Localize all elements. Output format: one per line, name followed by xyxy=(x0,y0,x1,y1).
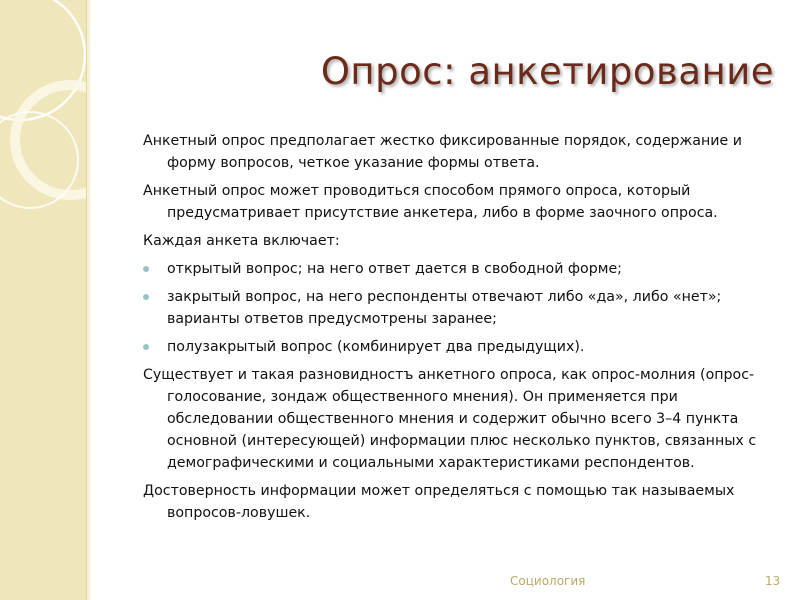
paragraph: Существует и такая разновидностъ анкетного опроса, как опрос-молния (опрос-голосование, зондаж общественного мнения). Он применяется при обследовании общественного мнения и содержит обычно всего 3–4 пункта основной (интересующей) информации плюс несколько пунктов, связанных с демографическими и социальными характеристиками респондентов. xyxy=(143,367,757,471)
bullet-text: полузакрытый вопрос (комбинирует два предыдущих). xyxy=(167,339,585,355)
side-divider xyxy=(86,0,90,600)
slide-content xyxy=(143,130,768,530)
decorative-side-strip xyxy=(0,0,86,600)
paragraph: Анкетный опрос может проводиться способом прямого опроса, который предусматривает присутствие анкетера, либо в форме заочного опроса. xyxy=(143,183,718,221)
bullet-text: открытый вопрос; на него ответ дается в свободной форме; xyxy=(167,261,622,277)
paragraph: Анкетный опрос предполагает жестко фиксированные порядок, содержание и форму вопросов, четкое указание формы ответа. xyxy=(143,133,742,171)
slide-number: 13 xyxy=(765,574,781,588)
paragraph: Достоверность информации может определяться с помощью так называемых вопросов-ловушек. xyxy=(143,483,735,521)
slide-title: Опрос: анкетирование xyxy=(320,50,774,93)
bullet-item xyxy=(143,258,768,280)
footer-subject: Социология xyxy=(510,574,586,588)
paragraph: Каждая анкета включает: xyxy=(143,233,340,249)
bullet-dot-icon xyxy=(143,266,149,272)
bullet-item xyxy=(143,336,768,358)
bullet-text: закрытый вопрос, на него респонденты отвечают либо «да», либо «нет»; варианты ответов предусмотрены заранее; xyxy=(167,289,722,327)
decorative-circles xyxy=(0,0,86,600)
bullet-dot-icon xyxy=(143,344,149,350)
bullet-item xyxy=(143,286,768,330)
bullet-dot-icon xyxy=(143,294,149,300)
